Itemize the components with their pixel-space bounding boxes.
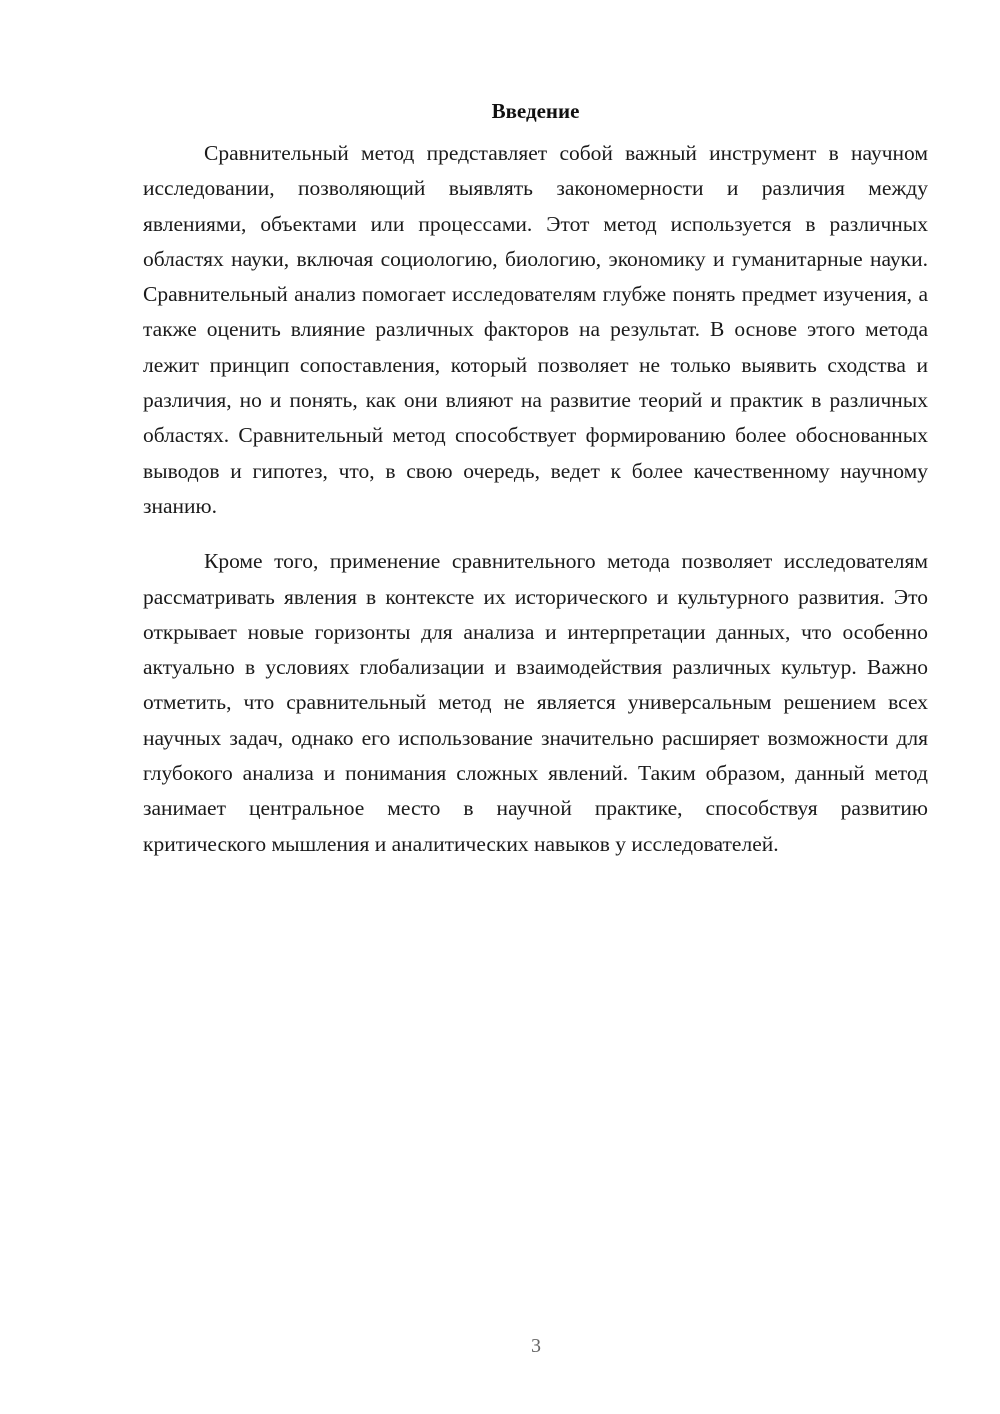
paragraph-1: Сравнительный метод представляет собой важный инструмент в научном исследовании, позволяющий выявлять закономерности и различия между явлениями, объектами или процессами. Этот метод используется в различных областях науки, включая социологию, биологию, экономику и гуманитарные науки. Сравнительный анализ помогает исследователям глубже понять предмет изучения, а также оценить влияние различных факторов на результат. В основе этого метода лежит принцип сопоставления, который позволяет не только выявить сходства и различия, но и понять, как они влияют на развитие теорий и практик в различных областях. Сравнительный метод способствует формированию более обоснованных выводов и гипотез, что, в свою очередь, ведет к более качественному научному знанию. (143, 141, 928, 518)
paragraph-2: Кроме того, применение сравнительного метода позволяет исследователям рассматривать явления в контексте их исторического и культурного развития. Это открывает новые горизонты для анализа и интерпретации данных, что особенно актуально в условиях глобализации и взаимодействия различных культур. Важно отметить, что сравнительный метод не является универсальным решением всех научных задач, однако его использование значительно расширяет возможности для глубокого анализа и понимания сложных явлений. Таким образом, данный метод занимает центральное место в научной практике, способствуя развитию критического мышления и аналитических навыков у исследователей. (143, 549, 928, 856)
page-number: 3 (531, 1335, 541, 1357)
page-content (143, 96, 928, 862)
section-heading: Введение (491, 99, 580, 123)
